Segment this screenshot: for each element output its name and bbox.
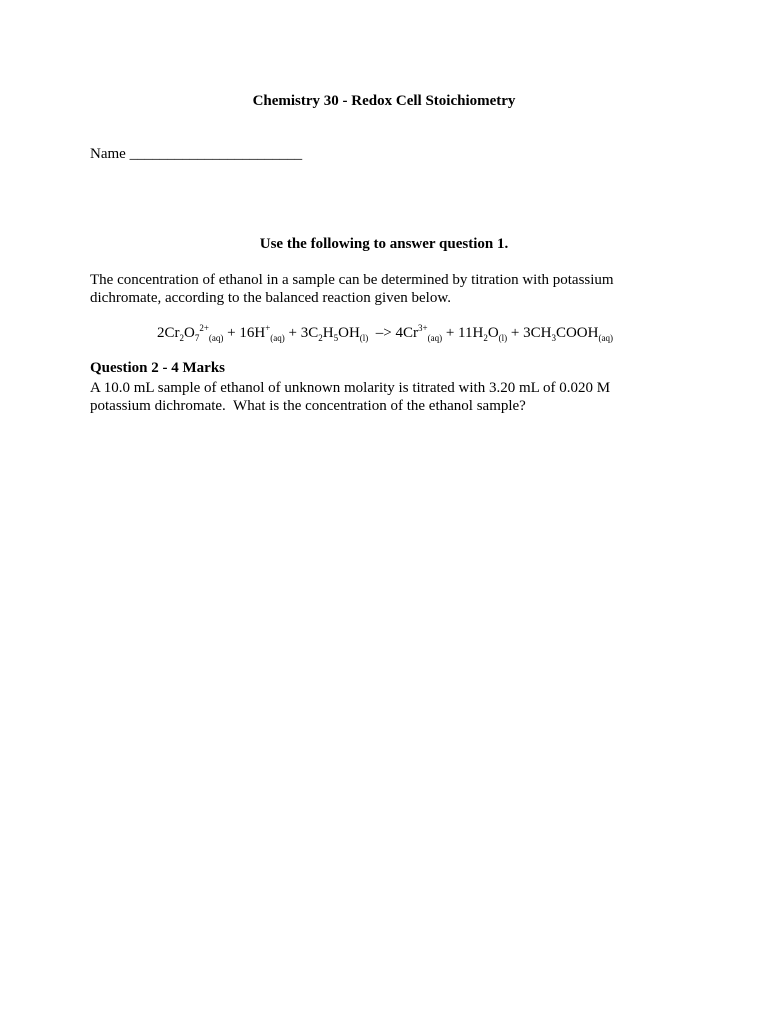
eq-phase: (aq): [208, 333, 224, 343]
eq-subscript: 3: [551, 333, 556, 343]
eq-charge: 2+: [199, 323, 209, 333]
chemical-equation: [157, 325, 613, 342]
question-line: A 10.0 mL sample of ethanol of unknown molarity is titrated with 3.20 mL of 0.020 M: [90, 380, 611, 396]
eq-phase: (aq): [270, 333, 285, 343]
eq-subscript: 7: [194, 333, 200, 343]
eq-term: H: [322, 325, 334, 341]
eq-term: + 16H: [223, 325, 266, 341]
name-field-line: [90, 146, 302, 163]
name-label: Name: [90, 146, 126, 162]
question-body: [90, 379, 610, 415]
eq-term: O: [487, 325, 499, 341]
eq-term: COOH: [555, 325, 599, 341]
document-title: Chemistry 30 - Redox Cell Stoichiometry: [252, 93, 516, 109]
intro-line: dichromate, according to the balanced reaction given below.: [90, 290, 451, 306]
eq-subscript: 2: [483, 333, 488, 343]
eq-term: + 3CH: [507, 325, 552, 341]
eq-subscript: 2: [318, 333, 323, 343]
eq-subscript: 2: [179, 333, 184, 343]
intro-paragraph: [90, 271, 614, 307]
eq-charge: 3+: [418, 323, 428, 333]
eq-arrow: –> 4Cr: [368, 325, 418, 341]
eq-phase: (l): [359, 333, 369, 343]
eq-phase: (aq): [598, 333, 613, 343]
instruction-heading: Use the following to answer question 1.: [259, 236, 509, 252]
intro-line: The concentration of ethanol in a sample can be determined by titration with potassium: [90, 272, 614, 288]
eq-term: O: [184, 325, 195, 341]
eq-charge: +: [265, 323, 271, 333]
question-heading: Question 2 - 4 Marks: [90, 360, 225, 376]
eq-subscript: 5: [333, 333, 339, 343]
eq-phase: (aq): [427, 333, 443, 343]
name-blank: _______________________: [129, 146, 303, 162]
eq-phase: (l): [498, 333, 508, 343]
eq-term: OH: [338, 325, 360, 341]
eq-term: + 3C: [284, 325, 319, 341]
question-line: potassium dichromate. What is the concentration of the ethanol sample?: [90, 398, 526, 414]
eq-term: 2Cr: [157, 325, 180, 341]
eq-term: + 11H: [442, 325, 484, 341]
